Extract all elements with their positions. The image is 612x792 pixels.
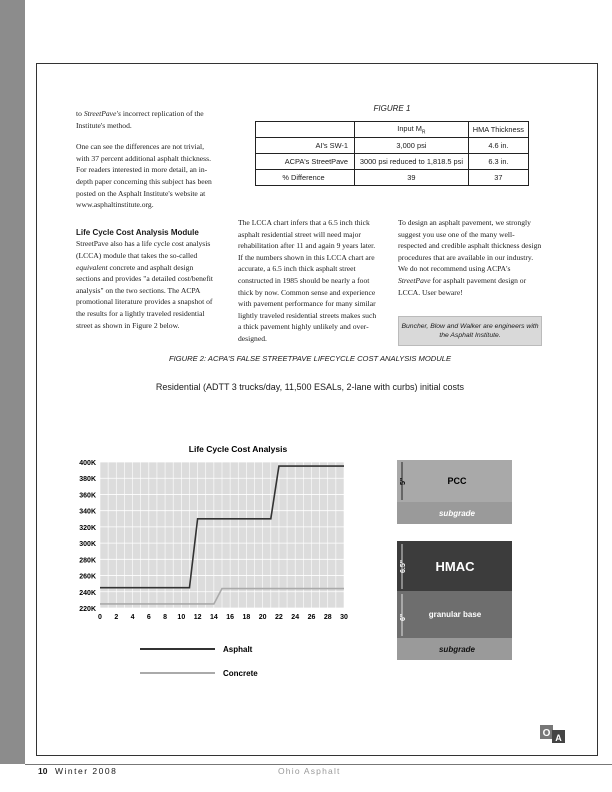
y-tick-label: 240K — [79, 589, 96, 597]
article-column-1 — [76, 108, 218, 341]
table-row — [256, 138, 529, 154]
granular-base-label: granular base — [428, 610, 482, 619]
x-tick-label: 14 — [209, 614, 218, 621]
x-tick-label: 10 — [177, 614, 186, 621]
pcc-thickness-label: 5" — [400, 477, 407, 485]
paragraph: Life Cycle Cost Analysis Module StreetPave also has a life cycle cost analysis (LCCA) module that takes the so-called equivalent concrete and asphalt design sections and provides "a detailed cost/benefit analysis" on the two sections. The ACPA promotional literature provides a snapshot of the results for a lightly traveled residential street as shown in Figure 2 below. — [76, 227, 218, 331]
x-tick-label: 22 — [275, 614, 283, 621]
paragraph: To design an asphalt pavement, we strongly suggest you use one of the many well-respected and credible asphalt thickness design procedures that are available in our industry. We do not recommend using ACPA's StreetPave for asphalt pavement design or LCCA. User beware! — [398, 218, 542, 297]
legend-label-asphalt: Asphalt — [223, 645, 253, 654]
legend — [140, 645, 258, 678]
y-tick-label: 280K — [79, 557, 96, 565]
figure-2-subtitle: Residential (ADTT 3 trucks/day, 11,500 ESALs, 2-lane with curbs) initial costs — [155, 382, 465, 392]
hmac-label: HMAC — [435, 559, 475, 574]
table-cell: 3000 psi reduced to 1,818.5 psi — [355, 154, 469, 170]
page-number: 10 — [38, 766, 48, 776]
paragraph: One can see the differences are not trivial, with 37 percent additional asphalt thickness. For readers interested in more detail, an in-depth paper concerning this subject has been posted on the Asphalt Institute's website at www.asphaltinstitute.org. — [76, 142, 212, 210]
x-tick-label: 28 — [323, 614, 332, 621]
pcc-section-diagram — [397, 460, 512, 524]
x-tick-label: 24 — [291, 614, 300, 621]
section-heading: Life Cycle Cost Analysis Module — [76, 227, 199, 237]
x-tick-label: 8 — [163, 614, 168, 621]
footer-rule — [25, 764, 612, 765]
table-cell: 4.6 in. — [468, 138, 528, 154]
paragraph: to StreetPave's incorrect replication of the Institute's method. — [76, 109, 204, 130]
table-header-cell — [256, 122, 355, 138]
x-tick-label: 0 — [98, 614, 102, 621]
figure-1-table — [255, 121, 529, 186]
author-callout: Buncher, Blow and Walker are engineers with the Asphalt Institute. — [398, 316, 542, 346]
x-tick-label: 26 — [307, 614, 316, 621]
hmac-thickness-label: 6.5" — [400, 559, 407, 573]
table-cell: 39 — [355, 170, 469, 186]
y-tick-labels — [79, 460, 96, 613]
table-cell: 3,000 psi — [355, 138, 469, 154]
ohio-asphalt-logo — [540, 725, 568, 743]
left-margin-bar — [0, 0, 25, 764]
y-tick-label: 340K — [79, 508, 96, 516]
table-row — [256, 154, 529, 170]
x-tick-label: 30 — [340, 614, 348, 621]
pcc-label: PCC — [447, 476, 467, 486]
pcc-subgrade-label: subgrade — [438, 509, 476, 518]
y-tick-label: 260K — [79, 573, 96, 581]
x-tick-label: 12 — [193, 614, 202, 621]
table-row — [256, 170, 529, 186]
x-tick-label: 6 — [146, 614, 151, 621]
y-tick-label: 300K — [79, 541, 96, 549]
table-header-row — [256, 122, 529, 138]
legend-label-concrete: Concrete — [223, 669, 258, 678]
logo-letter-o: O — [542, 728, 551, 739]
table-header-cell: Input $M_R$ — [355, 122, 469, 138]
figure-1-title: FIGURE 1 — [373, 104, 411, 113]
publication-name: Ohio Asphalt — [278, 766, 341, 776]
granular-thickness-label: 6" — [400, 613, 407, 621]
table-cell: ACPA's StreetPave — [256, 154, 355, 170]
y-tick-label: 380K — [79, 476, 96, 484]
hmac-section-diagram — [397, 541, 512, 660]
x-tick-label: 2 — [114, 614, 119, 621]
table-header-cell: HMA Thickness — [468, 122, 528, 138]
chart-title: Life Cycle Cost Analysis — [188, 444, 288, 454]
table-cell: % Difference — [256, 170, 355, 186]
y-tick-label: 220K — [79, 606, 96, 613]
logo-letter-a: A — [555, 733, 562, 743]
y-tick-label: 360K — [79, 492, 96, 500]
article-column-3 — [398, 217, 542, 308]
x-tick-label: 20 — [258, 614, 267, 621]
x-tick-label: 4 — [130, 614, 135, 621]
x-tick-label: 16 — [226, 614, 235, 621]
article-column-2 — [238, 217, 378, 355]
hmac-subgrade-label: subgrade — [438, 645, 476, 654]
paragraph: The LCCA chart infers that a 6.5 inch thick asphalt residential street will need major rehabilitation after 11 and again 9 years later. If the numbers shown in this LCCA chart are accurate, a 6.5 inch thick asphalt street constructed in 1985 should be nearly a foot thick by now. Common sense and experience with pavement performance for many similar lightly traveled residential streets makes such a thick pavement highly unlikely and over-designed. — [238, 218, 377, 343]
y-tick-label: 400K — [79, 460, 96, 467]
x-tick-labels — [98, 614, 348, 621]
issue-label: Winter 2008 — [55, 766, 118, 776]
lcca-chart — [60, 436, 360, 684]
table-cell: 37 — [468, 170, 528, 186]
table-cell: 6.3 in. — [468, 154, 528, 170]
figure-2-title: FIGURE 2: ACPA'S FALSE STREETPAVE LIFECYCLE COST ANALYSIS MODULE — [168, 354, 452, 363]
y-tick-label: 320K — [79, 524, 96, 532]
x-tick-label: 18 — [242, 614, 251, 621]
table-cell: AI's SW-1 — [256, 138, 355, 154]
